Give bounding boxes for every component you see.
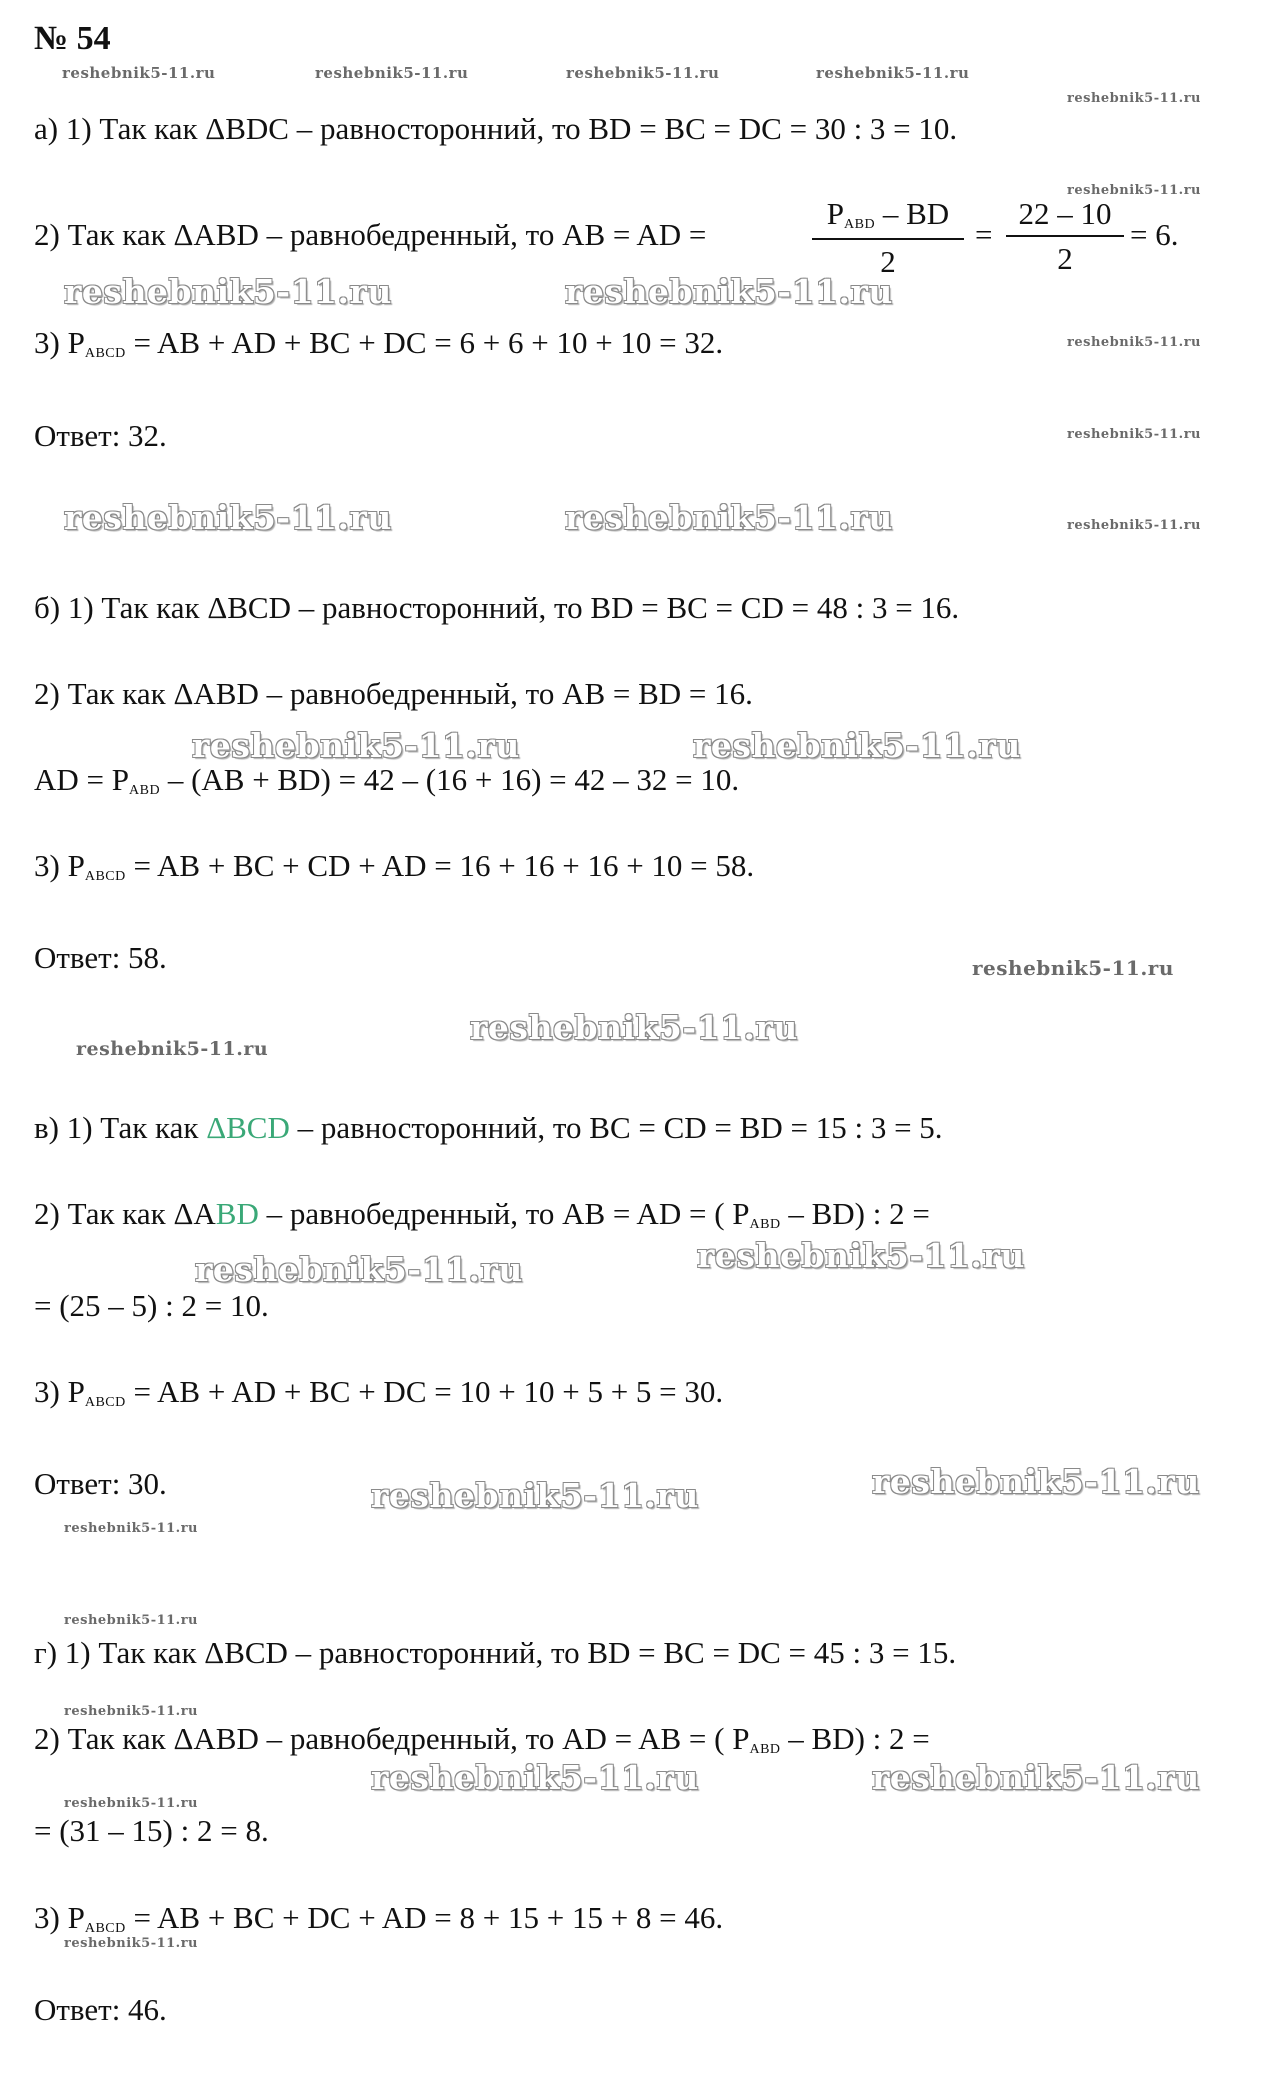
v-step-1-pre: в) 1) Так как	[34, 1110, 207, 1145]
g-step-2-cont: = (31 – 15) : 2 = 8.	[34, 1813, 269, 1848]
watermark-small: reshebnik5-11.ru	[1067, 518, 1202, 533]
watermark-large: reshebnik5-11.ru	[192, 726, 520, 765]
watermark-small: reshebnik5-11.ru	[566, 64, 720, 82]
watermark-large: reshebnik5-11.ru	[64, 272, 392, 311]
watermark-small: reshebnik5-11.ru	[62, 64, 216, 82]
g-step-2	[34, 1723, 930, 1757]
a-step-3	[34, 327, 723, 361]
watermark-small: reshebnik5-11.ru	[1067, 335, 1202, 350]
v-step-1-highlight: ΔBCD	[206, 1110, 290, 1145]
g-step-2-sub: ABD	[749, 1742, 781, 1757]
v-step-2	[34, 1198, 930, 1232]
v-step-2-sub: ABD	[749, 1217, 781, 1232]
watermark-large: reshebnik5-11.ru	[195, 1250, 523, 1289]
a-step-3-sub: ABCD	[84, 346, 126, 361]
a-fraction-1-sub: ABD	[844, 217, 876, 232]
watermark-small: reshebnik5-11.ru	[64, 1613, 199, 1628]
v-step-2-rest: – BD) : 2 =	[780, 1196, 930, 1231]
watermark-large: reshebnik5-11.ru	[371, 1758, 699, 1797]
g-step-3-p: 3) P	[34, 1900, 85, 1935]
watermark-small: reshebnik5-11.ru	[76, 1038, 269, 1060]
g-step-2-pre: 2) Так как ΔABD – равнобедренный, то AD = AB = ( P	[34, 1721, 750, 1756]
g-step-3	[34, 1902, 723, 1936]
v-step-3	[34, 1376, 723, 1410]
a-equals: =	[975, 217, 993, 252]
watermark-small: reshebnik5-11.ru	[64, 1936, 199, 1951]
b-step-1: б) 1) Так как ΔBCD – равносторонний, то BD = BC = CD = 48 : 3 = 16.	[34, 590, 960, 625]
b-step-2-ad-pre: AD = P	[34, 762, 129, 797]
watermark-large: reshebnik5-11.ru	[872, 1758, 1200, 1797]
v-step-2-cont: = (25 – 5) : 2 = 10.	[34, 1288, 269, 1323]
a-step-3-p: 3) P	[34, 325, 85, 360]
a-fraction-1-p: P	[826, 196, 845, 231]
a-answer: Ответ: 32.	[34, 418, 167, 453]
a-fraction-2-num: 22 – 10	[1006, 198, 1124, 237]
b-step-3	[34, 850, 754, 884]
a-fraction-2	[1006, 198, 1124, 274]
watermark-large: reshebnik5-11.ru	[470, 1008, 798, 1047]
v-answer: Ответ: 30.	[34, 1466, 167, 1501]
v-step-3-sub: ABCD	[84, 1395, 126, 1410]
g-step-3-rest: = AB + BC + DC + AD = 8 + 15 + 15 + 8 = 46.	[125, 1900, 724, 1935]
g-step-3-sub: ABCD	[84, 1921, 126, 1936]
problem-number: № 54	[34, 20, 111, 57]
watermark-large: reshebnik5-11.ru	[693, 726, 1021, 765]
watermark-small: reshebnik5-11.ru	[64, 1704, 199, 1719]
watermark-large: reshebnik5-11.ru	[64, 498, 392, 537]
watermark-small: reshebnik5-11.ru	[1067, 91, 1202, 106]
watermark-small: reshebnik5-11.ru	[315, 64, 469, 82]
watermark-large: reshebnik5-11.ru	[565, 272, 893, 311]
watermark-small: reshebnik5-11.ru	[972, 956, 1174, 980]
b-step-2: 2) Так как ΔABD – равнобедренный, то AB = BD = 16.	[34, 676, 753, 711]
v-step-2-highlight: BD	[215, 1196, 259, 1231]
a-fraction-1-rest: – BD	[875, 196, 950, 231]
b-step-2-ad	[34, 764, 739, 798]
v-step-2-pre: 2) Так как ΔA	[34, 1196, 216, 1231]
g-step-1: г) 1) Так как ΔBCD – равносторонний, то BD = BC = DC = 45 : 3 = 15.	[34, 1635, 957, 1670]
watermark-small: reshebnik5-11.ru	[64, 1796, 199, 1811]
a-fraction-1	[812, 198, 964, 277]
v-step-1	[34, 1112, 943, 1143]
b-step-2-ad-rest: – (AB + BD) = 42 – (16 + 16) = 42 – 32 = 10.	[160, 762, 740, 797]
v-step-3-rest: = AB + AD + BC + DC = 10 + 10 + 5 + 5 = 30.	[125, 1374, 724, 1409]
watermark-small: reshebnik5-11.ru	[1067, 427, 1202, 442]
a-fraction-1-den: 2	[880, 244, 896, 279]
a-step-3-rest: = AB + AD + BC + DC = 6 + 6 + 10 + 10 = 32.	[125, 325, 724, 360]
watermark-small: reshebnik5-11.ru	[816, 64, 970, 82]
b-step-3-sub: ABCD	[84, 869, 126, 884]
b-answer: Ответ: 58.	[34, 940, 167, 975]
a-step-2-result: = 6.	[1130, 217, 1179, 252]
watermark-large: reshebnik5-11.ru	[371, 1476, 699, 1515]
a-step-1: а) 1) Так как ΔBDC – равносторонний, то BD = BC = DC = 30 : 3 = 10.	[34, 111, 958, 146]
watermark-large: reshebnik5-11.ru	[697, 1236, 1025, 1275]
watermark-small: reshebnik5-11.ru	[64, 1521, 199, 1536]
g-answer: Ответ: 46.	[34, 1992, 167, 2027]
v-step-1-rest: – равносторонний, то BC = CD = BD = 15 : 3 = 5.	[289, 1110, 943, 1145]
b-step-3-rest: = AB + BC + CD + AD = 16 + 16 + 16 + 10 = 58.	[125, 848, 755, 883]
v-step-3-p: 3) P	[34, 1374, 85, 1409]
v-step-2-mid: – равнобедренный, то AB = AD = ( P	[258, 1196, 750, 1231]
b-step-2-ad-sub: ABD	[129, 783, 161, 798]
g-step-2-rest: – BD) : 2 =	[780, 1721, 930, 1756]
a-step-2-prefix: 2) Так как ΔABD – равнобедренный, то AB = AD =	[34, 217, 707, 252]
b-step-3-p: 3) P	[34, 848, 85, 883]
a-fraction-2-den: 2	[1057, 241, 1073, 276]
watermark-large: reshebnik5-11.ru	[565, 498, 893, 537]
watermark-small: reshebnik5-11.ru	[1067, 183, 1202, 198]
watermark-large: reshebnik5-11.ru	[872, 1462, 1200, 1501]
